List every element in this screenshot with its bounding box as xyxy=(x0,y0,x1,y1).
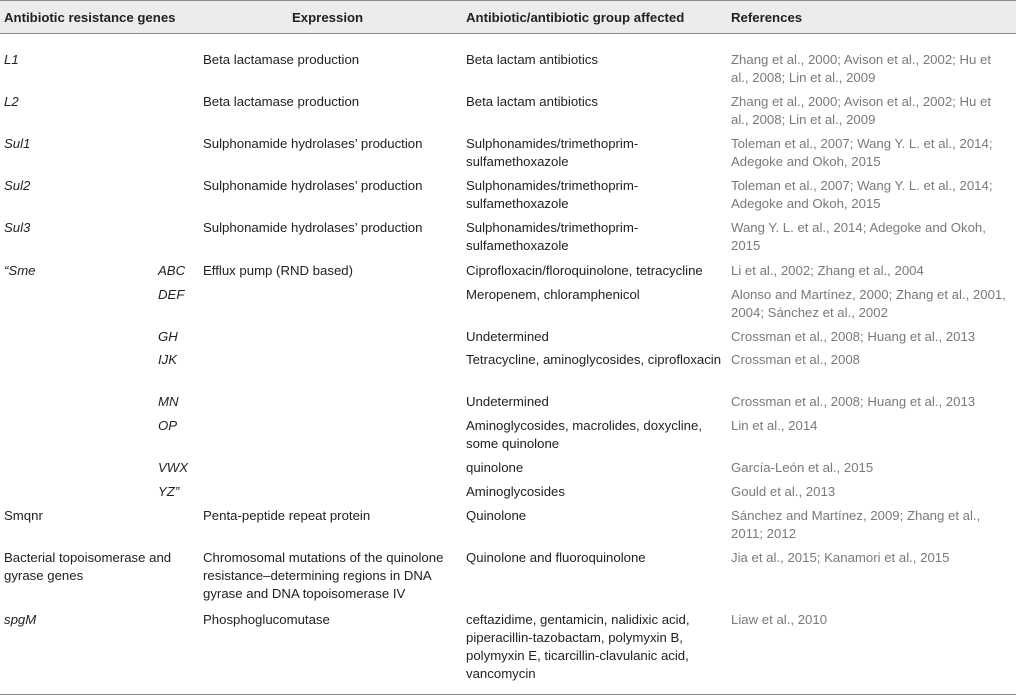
references-cell: García-León et al., 2015 xyxy=(731,460,874,475)
gene-cell: Sul2 xyxy=(4,178,31,193)
gene-cell: Bacterial topoisomerase and gyrase genes xyxy=(4,550,172,583)
affected-cell: Sulphonamides/trimethoprim-sulfamethoxazole xyxy=(466,178,639,211)
gene-cell: Sul1 xyxy=(4,136,31,151)
header-genes: Antibiotic resistance genes xyxy=(4,10,176,25)
affected-cell: Beta lactam antibiotics xyxy=(466,52,598,67)
affected-cell: Ciprofloxacin/floroquinolone, tetracycline xyxy=(466,263,703,278)
gene-cell: L2 xyxy=(4,94,19,109)
affected-cell: Aminoglycosides, macrolides, doxycline, some quinolone xyxy=(466,418,703,451)
gene-subunit-cell: OP xyxy=(158,418,178,433)
affected-cell: Aminoglycosides xyxy=(466,484,565,499)
table-bottom-rule xyxy=(0,694,1016,695)
header-expression: Expression xyxy=(292,10,364,25)
references-cell: Zhang et al., 2000; Avison et al., 2002; Hu et al., 2008; Lin et al., 2009 xyxy=(731,52,992,85)
affected-cell: Undetermined xyxy=(466,394,549,409)
gene-subunit-cell: MN xyxy=(158,394,179,409)
references-cell: Jia et al., 2015; Kanamori et al., 2015 xyxy=(731,550,950,565)
affected-cell: Beta lactam antibiotics xyxy=(466,94,598,109)
expression-cell: Sulphonamide hydrolases’ production xyxy=(203,136,423,151)
affected-cell: Quinolone and fluoroquinolone xyxy=(466,550,646,565)
references-cell: Crossman et al., 2008; Huang et al., 2013 xyxy=(731,329,976,344)
gene-cell: Smqnr xyxy=(4,508,43,523)
gene-subunit-cell: DEF xyxy=(158,287,185,302)
gene-cell: L1 xyxy=(4,52,19,67)
expression-cell: Sulphonamide hydrolases’ production xyxy=(203,220,423,235)
expression-cell: Phosphoglucomutase xyxy=(203,612,330,627)
references-cell: Zhang et al., 2000; Avison et al., 2002; Hu et al., 2008; Lin et al., 2009 xyxy=(731,94,992,127)
affected-cell: Tetracycline, aminoglycosides, ciprofloxacin xyxy=(466,352,722,367)
references-cell: Liaw et al., 2010 xyxy=(731,612,828,627)
affected-cell: Quinolone xyxy=(466,508,527,523)
references-cell: Wang Y. L. et al., 2014; Adegoke and Okoh, 2015 xyxy=(731,220,986,253)
gene-cell: “Sme xyxy=(4,263,36,278)
references-cell: Li et al., 2002; Zhang et al., 2004 xyxy=(731,263,924,278)
references-cell: Crossman et al., 2008; Huang et al., 2013 xyxy=(731,394,976,409)
gene-subunit-cell: IJK xyxy=(158,352,178,367)
references-cell: Gould et al., 2013 xyxy=(731,484,836,499)
references-cell: Toleman et al., 2007; Wang Y. L. et al., 2014; Adegoke and Okoh, 2015 xyxy=(731,136,993,169)
gene-subunit-cell: GH xyxy=(158,329,178,344)
header-references: References xyxy=(731,10,803,25)
references-cell: Lin et al., 2014 xyxy=(731,418,818,433)
references-cell: Sánchez and Martínez, 2009; Zhang et al., 2011; 2012 xyxy=(731,508,981,541)
gene-subunit-cell: VWX xyxy=(158,460,189,475)
expression-cell: Penta-peptide repeat protein xyxy=(203,508,371,523)
affected-cell: Sulphonamides/trimethoprim-sulfamethoxazole xyxy=(466,220,639,253)
gene-subunit-cell: YZ” xyxy=(158,484,180,499)
affected-cell: ceftazidime, gentamicin, nalidixic acid, piperacillin-tazobactam, polymyxin B, polymyxin E, ticarcillin-clavulanic acid, vancomycin xyxy=(466,612,690,681)
header-affected: Antibiotic/antibiotic group affected xyxy=(466,10,685,25)
expression-cell: Efflux pump (RND based) xyxy=(203,263,354,278)
affected-cell: Undetermined xyxy=(466,329,549,344)
references-cell: Toleman et al., 2007; Wang Y. L. et al., 2014; Adegoke and Okoh, 2015 xyxy=(731,178,993,211)
gene-subunit-cell: ABC xyxy=(158,263,186,278)
table-header xyxy=(0,0,1016,34)
affected-cell: Meropenem, chloramphenicol xyxy=(466,287,640,302)
affected-cell: Sulphonamides/trimethoprim-sulfamethoxazole xyxy=(466,136,639,169)
expression-cell: Chromosomal mutations of the quinolone resistance–determining regions in DNA gyrase and DNA topoisomerase IV xyxy=(203,550,444,601)
expression-cell: Sulphonamide hydrolases’ production xyxy=(203,178,423,193)
references-cell: Alonso and Martínez, 2000; Zhang et al., 2001, 2004; Sánchez et al., 2002 xyxy=(731,287,1006,320)
references-cell: Crossman et al., 2008 xyxy=(731,352,861,367)
gene-cell: Sul3 xyxy=(4,220,31,235)
expression-cell: Beta lactamase production xyxy=(203,94,360,109)
gene-cell: spgM xyxy=(4,612,37,627)
affected-cell: quinolone xyxy=(466,460,524,475)
expression-cell: Beta lactamase production xyxy=(203,52,360,67)
